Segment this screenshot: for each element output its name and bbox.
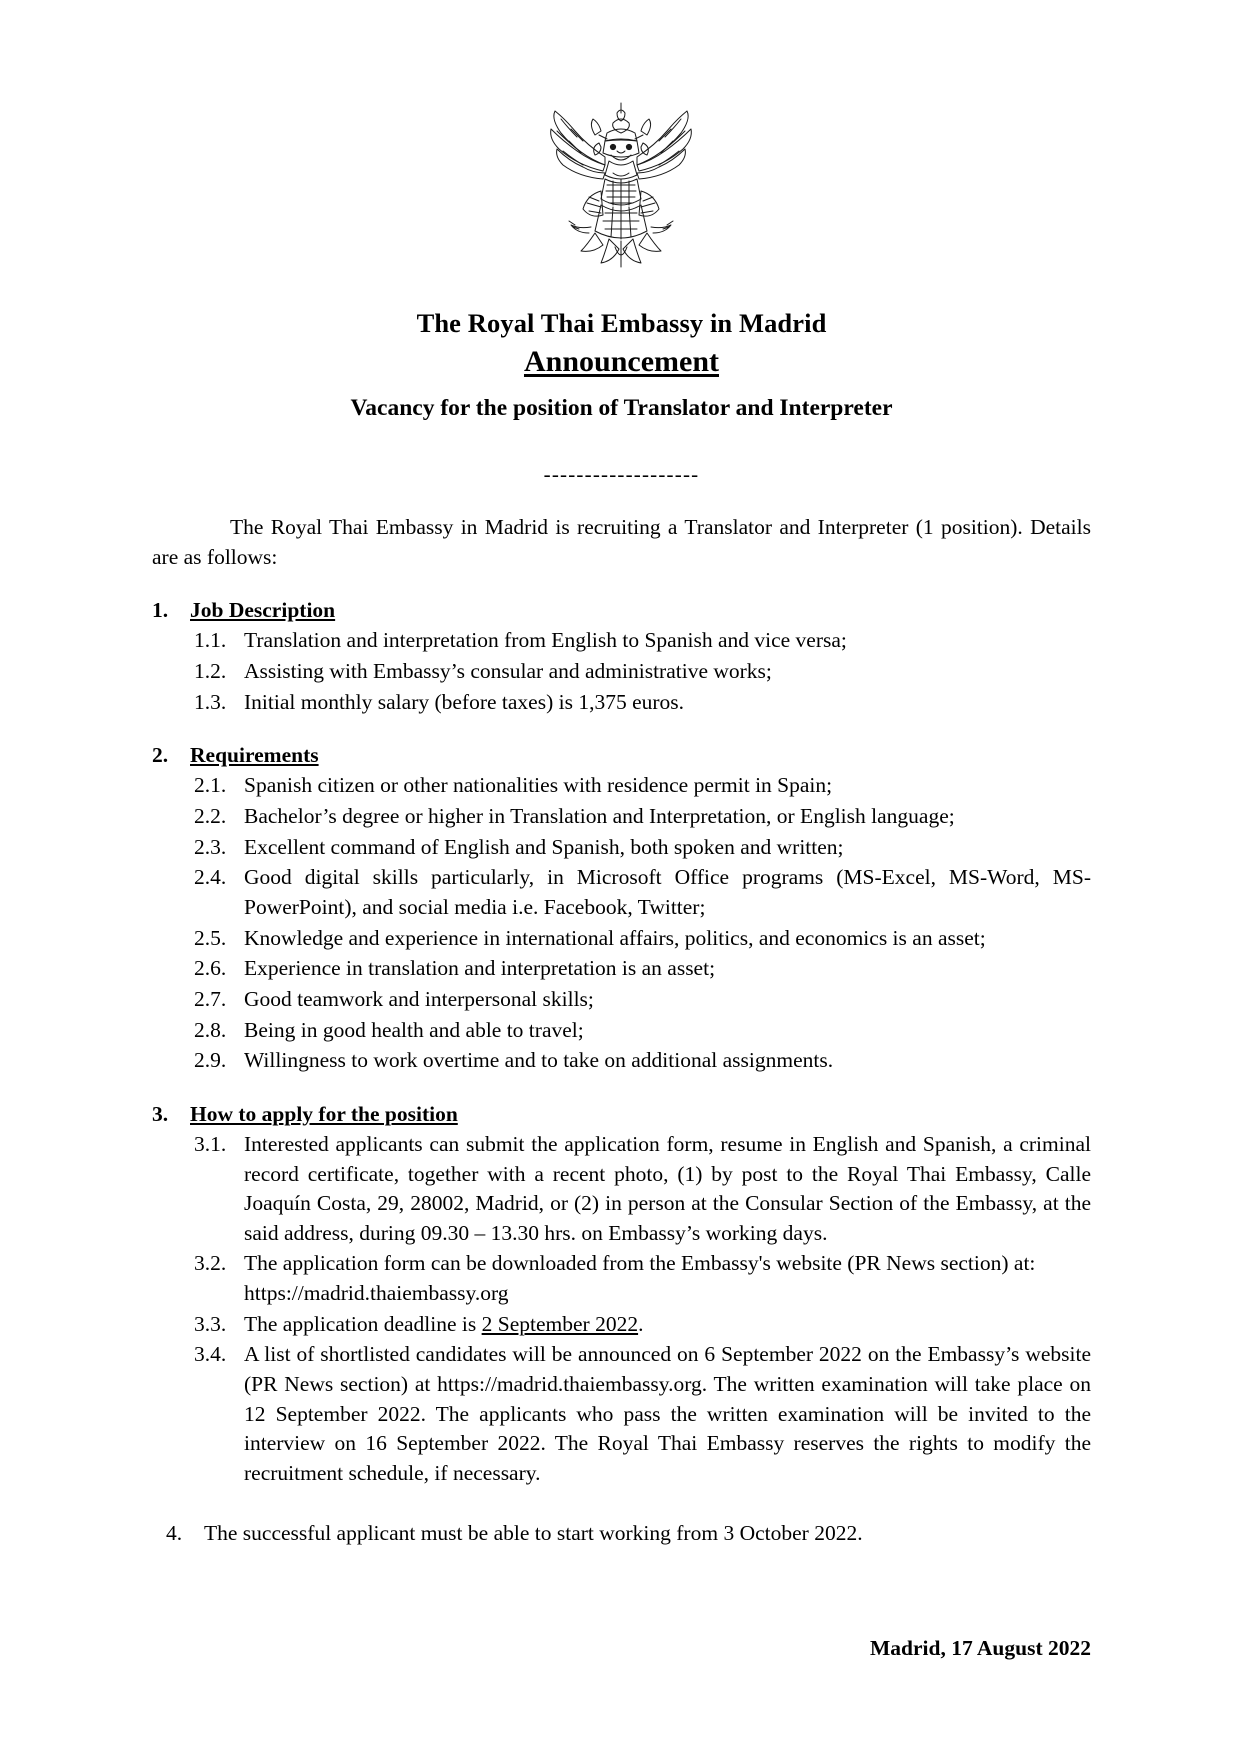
intro-paragraph: The Royal Thai Embassy in Madrid is recruiting a Translator and Interpreter (1 position). Details are as follows: [152,515,1091,569]
item-text: A list of shortlisted candidates will be announced on 6 September 2022 on the Embassy’s website (PR News section) at https://madrid.thaiembassy.org. The written examination will take place on 12 September 2022. The applicants who pass the written examination will be invited to the interview on 16 September 2022. The Royal Thai Embassy reserves the rights to modify the recruitment schedule, if necessary. [244,1342,1091,1486]
item-text: Translation and interpretation from English to Spanish and vice versa; [244,628,847,653]
item-text: Being in good health and able to travel; [244,1017,584,1042]
item-number: 1.1. [194,628,227,653]
item-number: 2.8. [194,1017,227,1042]
list-item [152,924,1091,954]
item-number: 2.6. [194,956,227,981]
item-text: Spanish citizen or other nationalities with residence permit in Spain; [244,773,833,798]
item-text: Good digital skills particularly, in Microsoft Office programs (MS-Excel, MS-Word, MS-PowerPoint), and social media i.e. Facebook, Twitter; [244,865,1091,919]
item-number: 1.2. [194,658,227,683]
item-number: 4. [166,1520,183,1545]
list-item [152,833,1091,863]
section-title: Job Description [190,598,336,623]
section-heading [152,743,1091,768]
item-text: Knowledge and experience in international affairs, politics, and economics is an asset; [244,925,986,950]
list-item [152,626,1091,656]
list-item [152,954,1091,984]
announcement-heading: Announcement [523,345,719,378]
item-number: 1.3. [194,689,227,714]
item-number: 2.9. [194,1048,227,1073]
list-item [152,688,1091,718]
list-item [152,1046,1091,1076]
section-heading [152,1102,1091,1127]
item-text: Interested applicants can submit the application form, resume in English and Spanish, a criminal record certificate, together with a recent photo, (1) by post to the Royal Thai Embassy, Calle Joaquín Costa, 29, 28002, Madrid, or (2) in person at the Consular Section of the Embassy, at the said address, during 09.30 – 13.30 hrs. on Embassy’s working days. [244,1131,1091,1245]
section-title: Requirements [190,743,319,768]
list-item [152,771,1091,801]
item-text: Assisting with Embassy’s consular and administrative works; [244,658,772,683]
item-text [244,1310,1091,1340]
item-number: 2.3. [194,834,227,859]
list-item [152,657,1091,687]
divider: ------------------- [543,462,700,486]
item-text: Bachelor’s degree or higher in Translation and Interpretation, or English language; [244,803,955,828]
item-text-tail: . [638,1311,644,1336]
item-number: 2.1. [194,773,227,798]
list-item [152,863,1091,922]
section-title: How to apply for the position [190,1101,458,1126]
section-how-to-apply [152,1102,1091,1489]
item-text-lead: The application deadline is [244,1311,482,1336]
section-number: 3. [152,1101,169,1126]
item-number: 2.2. [194,803,227,828]
item-number: 2.5. [194,925,227,950]
item-text [244,1249,1091,1308]
list-item [152,1130,1091,1249]
item-text: Willingness to work overtime and to take on additional assignments. [244,1048,834,1073]
item-number: 3.4. [194,1342,227,1367]
section-number: 1. [152,598,169,623]
list-item [152,1016,1091,1046]
item-text-lead: The application form can be downloaded from the Embassy's website (PR News section) at: [244,1251,1036,1276]
list-item [152,985,1091,1015]
page-title: The Royal Thai Embassy in Madrid [416,308,827,338]
item-number: 3.2. [194,1251,227,1276]
list-item [152,1340,1091,1488]
garuda-emblem [521,0,721,280]
section-requirements [152,743,1091,1076]
section-item-list [152,1130,1091,1489]
item-number: 3.3. [194,1311,227,1336]
item-number: 2.7. [194,986,227,1011]
item-text: The successful applicant must be able to start working from 3 October 2022. [204,1520,863,1545]
section-heading [152,598,1091,623]
list-item-deadline [152,1310,1091,1340]
section-item-list [152,626,1091,717]
vacancy-subtitle: Vacancy for the position of Translator and Interpreter [350,395,893,421]
item-number: 3.1. [194,1131,227,1156]
embassy-website-url[interactable]: https://madrid.thaiembassy.org [244,1281,509,1306]
list-item-application-form [152,1249,1091,1308]
item-text: Excellent command of English and Spanish, both spoken and written; [244,834,844,859]
final-item [152,1519,1091,1549]
deadline-date: 2 September 2022 [481,1311,639,1336]
item-text: Experience in translation and interpretation is an asset; [244,956,716,981]
section-number: 2. [152,743,169,768]
item-number: 2.4. [194,865,227,890]
document-content [0,308,1241,1661]
section-job-description [152,598,1091,717]
section-item-list [152,771,1091,1076]
footer-date: Madrid, 17 August 2022 [869,1636,1091,1661]
list-item [152,802,1091,832]
item-text: Initial monthly salary (before taxes) is 1,375 euros. [244,689,685,714]
item-text: Good teamwork and interpersonal skills; [244,986,594,1011]
